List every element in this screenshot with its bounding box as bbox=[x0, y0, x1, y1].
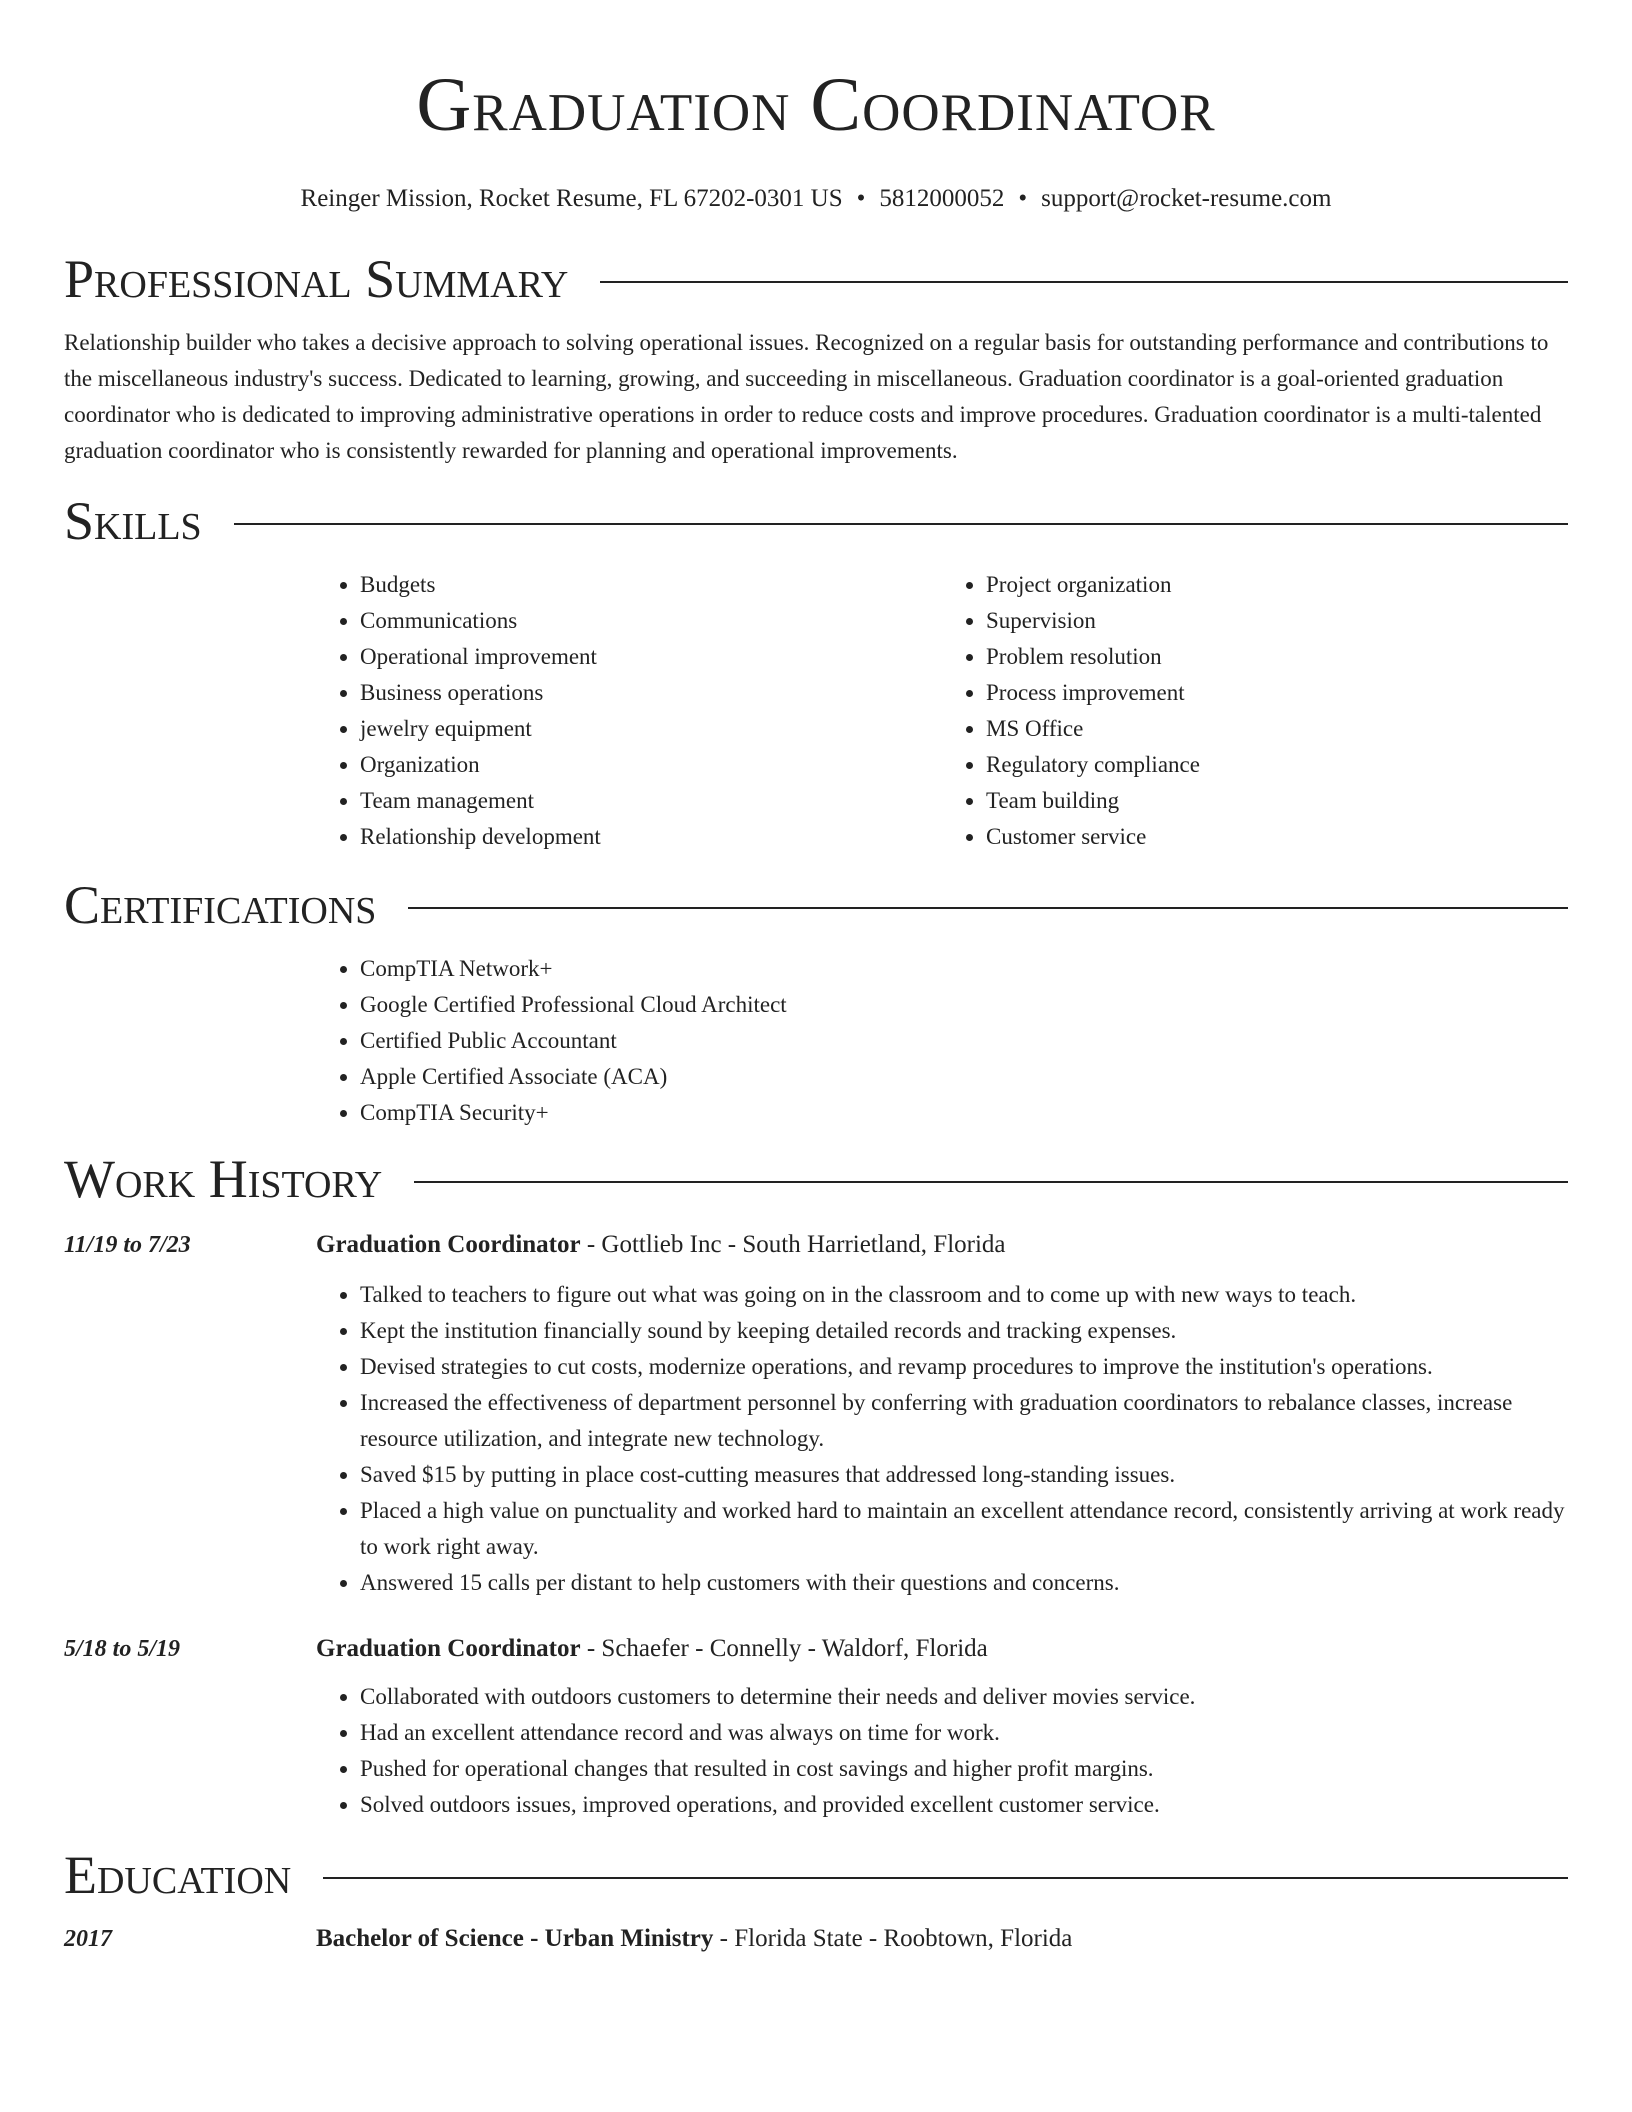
certification-item: • Apple Certified Associate (ACA) bbox=[360, 1059, 1568, 1095]
contact-address: Reinger Mission, Rocket Resume, FL 67202-0301 US bbox=[300, 185, 843, 212]
job-entry bbox=[64, 1229, 1568, 1601]
skills-heading: Skills bbox=[64, 491, 202, 551]
skill-item: • Regulatory compliance bbox=[986, 747, 1568, 783]
education-heading: Education bbox=[64, 1845, 292, 1905]
job-bullets bbox=[316, 1679, 1568, 1823]
certification-item: • Google Certified Professional Cloud Architect bbox=[360, 987, 1568, 1023]
skills-section-header bbox=[64, 491, 1568, 551]
skills-column-left bbox=[316, 567, 942, 855]
job-header bbox=[64, 1229, 1568, 1261]
contact-line bbox=[64, 184, 1568, 214]
job-bullets bbox=[316, 1277, 1568, 1601]
job-details: - Schaefer - Connelly - Waldorf, Florida bbox=[580, 1635, 988, 1662]
job-dates: 5/18 to 5/19 bbox=[64, 1636, 181, 1662]
job-bullet: • Collaborated with outdoors customers to determine their needs and deliver movies service. bbox=[360, 1679, 1568, 1715]
contact-email[interactable]: support@rocket-resume.com bbox=[1041, 185, 1332, 212]
education-details: - Florida State - Roobtown, Florida bbox=[713, 1925, 1073, 1952]
work-heading: Work History bbox=[64, 1149, 383, 1209]
job-details: - Gottlieb Inc - South Harrietland, Florida bbox=[580, 1231, 1006, 1258]
skill-item: • Communications bbox=[360, 603, 942, 639]
work-section-header bbox=[64, 1149, 1568, 1209]
summary-text: Relationship builder who takes a decisive approach to solving operational issues. Recognized on a regular basis for outstanding performance and contributions to the miscellaneous industry's success. Dedicated to learning, growing, and succeeding in miscellaneous. Graduation coordinator is a goal-oriented graduation coordinator who is dedicated to improving administrative operations in order to reduce costs and improve procedures. Graduation coordinator is a multi-talented graduation coordinator who is consistently rewarded for planning and operational improvements. bbox=[64, 330, 1549, 463]
contact-separator: • bbox=[856, 185, 866, 212]
job-bullet: • Pushed for operational changes that resulted in cost savings and higher profit margins. bbox=[360, 1751, 1568, 1787]
job-title: Graduation Coordinator bbox=[316, 1231, 581, 1258]
job-bullet: • Placed a high value on punctuality and worked hard to maintain an excellent attendance record, consistently arriving at work ready to work right away. bbox=[360, 1493, 1568, 1565]
job-bullet: • Had an excellent attendance record and was always on time for work. bbox=[360, 1715, 1568, 1751]
skill-item: • Budgets bbox=[360, 567, 942, 603]
section-divider bbox=[323, 1877, 1568, 1879]
certifications-section-header bbox=[64, 875, 1568, 935]
job-title-line bbox=[316, 1633, 988, 1665]
job-header bbox=[64, 1633, 1568, 1665]
skills-list bbox=[316, 567, 1568, 855]
certification-item: • Certified Public Accountant bbox=[360, 1023, 1568, 1059]
education-section-header bbox=[64, 1845, 1568, 1905]
skill-item: • jewelry equipment bbox=[360, 711, 942, 747]
education-line bbox=[316, 1923, 1072, 1955]
candidate-name: Graduation Coordinator bbox=[416, 63, 1216, 147]
skill-item: • Business operations bbox=[360, 675, 942, 711]
certification-item: • CompTIA Security+ bbox=[360, 1095, 1568, 1131]
certification-item: • CompTIA Network+ bbox=[360, 951, 1568, 987]
skill-item: • Supervision bbox=[986, 603, 1568, 639]
education-year: 2017 bbox=[64, 1926, 112, 1952]
job-bullet: • Answered 15 calls per distant to help customers with their questions and concerns. bbox=[360, 1565, 1568, 1601]
job-bullet: • Kept the institution financially sound by keeping detailed records and tracking expenses. bbox=[360, 1313, 1568, 1349]
job-entry bbox=[64, 1633, 1568, 1823]
certifications-heading: Certifications bbox=[64, 875, 377, 935]
skill-item: • Team management bbox=[360, 783, 942, 819]
job-bullet: • Talked to teachers to figure out what was going on in the classroom and to come up with new ways to teach. bbox=[360, 1277, 1568, 1313]
skill-item: • Problem resolution bbox=[986, 639, 1568, 675]
skill-item: • Operational improvement bbox=[360, 639, 942, 675]
skill-item: • Team building bbox=[986, 783, 1568, 819]
skill-item: • Relationship development bbox=[360, 819, 942, 855]
summary-heading: Professional Summary bbox=[64, 249, 569, 309]
job-bullet: • Increased the effectiveness of department personnel by conferring with graduation coordinators to rebalance classes, increase resource utilization, and integrate new technology. bbox=[360, 1385, 1568, 1457]
job-dates: 11/19 to 7/23 bbox=[64, 1232, 191, 1258]
skill-item: • Process improvement bbox=[986, 675, 1568, 711]
section-divider bbox=[234, 523, 1568, 525]
skill-item: • Project organization bbox=[986, 567, 1568, 603]
section-divider bbox=[408, 907, 1568, 909]
education-header bbox=[64, 1923, 1568, 1955]
skill-item: • Customer service bbox=[986, 819, 1568, 855]
skill-item: • MS Office bbox=[986, 711, 1568, 747]
education-degree: Bachelor of Science - Urban Ministry bbox=[316, 1925, 714, 1952]
job-title-line bbox=[316, 1229, 1006, 1261]
contact-phone: 5812000052 bbox=[879, 185, 1005, 212]
job-bullet: • Solved outdoors issues, improved operations, and provided excellent customer service. bbox=[360, 1787, 1568, 1823]
skills-column-right bbox=[942, 567, 1568, 855]
certifications-list bbox=[316, 951, 1568, 1131]
contact-separator: • bbox=[1018, 185, 1028, 212]
job-title: Graduation Coordinator bbox=[316, 1635, 581, 1662]
education-entry bbox=[64, 1923, 1568, 1955]
summary-section-header bbox=[64, 249, 1568, 309]
section-divider bbox=[600, 281, 1568, 283]
skill-item: • Organization bbox=[360, 747, 942, 783]
section-divider bbox=[414, 1181, 1568, 1183]
job-bullet: • Saved $15 by putting in place cost-cutting measures that addressed long-standing issues. bbox=[360, 1457, 1568, 1493]
job-bullet: • Devised strategies to cut costs, modernize operations, and revamp procedures to improve the institution's operations. bbox=[360, 1349, 1568, 1385]
